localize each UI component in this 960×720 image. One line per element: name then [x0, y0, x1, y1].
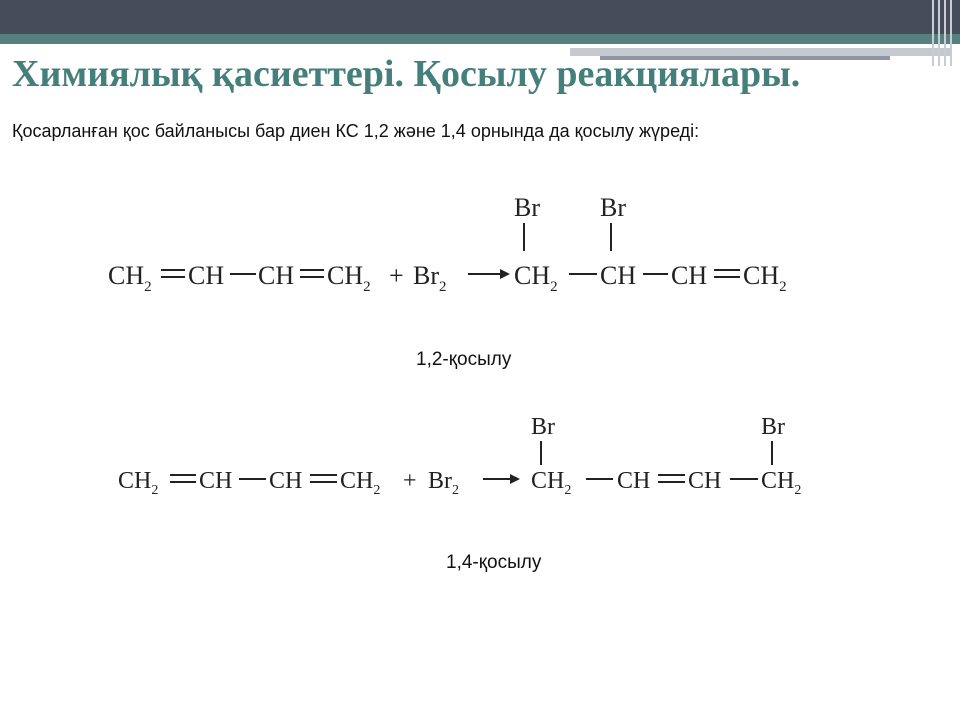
reaction-12-caption: 1,2-қосылу [416, 349, 512, 370]
r12-product-ch-b: CH [671, 261, 708, 290]
r14-product-ch-a: CH [617, 468, 651, 494]
r12-reagent-br2: $Br_2$ [413, 261, 447, 295]
r12-br-top-1: Br [514, 193, 540, 222]
r14-br-top-1: Br [531, 414, 555, 440]
r12-plus: + [389, 261, 404, 290]
r14-reactant-ch2-b: $CH_2$ [340, 468, 381, 498]
r14-reactant-ch2-a: $CH_2$ [118, 468, 159, 498]
r14-reactant-ch-b: CH [269, 468, 303, 494]
r12-reactant-ch-a: CH [188, 261, 225, 290]
r12-product-ch2-b: $CH_2$ [743, 261, 787, 295]
r14-product-ch-b: CH [688, 468, 722, 494]
r12-reactant-ch2-b: $CH_2$ [327, 261, 371, 295]
r12-product-ch-a: CH [600, 261, 637, 290]
r14-product-ch2-b: $CH_2$ [761, 468, 802, 498]
reaction-12-equation [0, 185, 960, 305]
header-teal-band [0, 34, 960, 44]
r12-reactant-ch2-a: $CH_2$ [108, 261, 152, 295]
r14-product-ch2-a: $CH_2$ [531, 468, 572, 498]
slide-intro-text: Қосарланған қос байланысы бар диен КС 1,2 және 1,4 орнында да қосылу жүреді: [12, 121, 700, 141]
slide-title: Химиялық қасиеттері. Қосылу реакциялары. [12, 53, 801, 95]
r12-reactant-ch-b: CH [258, 261, 295, 290]
header-deco-lines [928, 0, 960, 66]
r12-arrow-icon [500, 269, 510, 279]
r14-br-top-2: Br [761, 414, 785, 440]
reaction-14-caption: 1,4-қосылу [446, 552, 542, 573]
header-dark-band [0, 0, 960, 34]
r14-plus: + [403, 468, 417, 494]
r14-arrow-icon [510, 474, 520, 484]
r12-product-ch2-a: $CH_2$ [514, 261, 558, 295]
r14-reactant-ch-a: CH [199, 468, 233, 494]
r12-br-top-2: Br [600, 193, 626, 222]
r14-reagent-br2: $Br_2$ [428, 468, 459, 498]
reaction-14-equation [0, 405, 960, 505]
